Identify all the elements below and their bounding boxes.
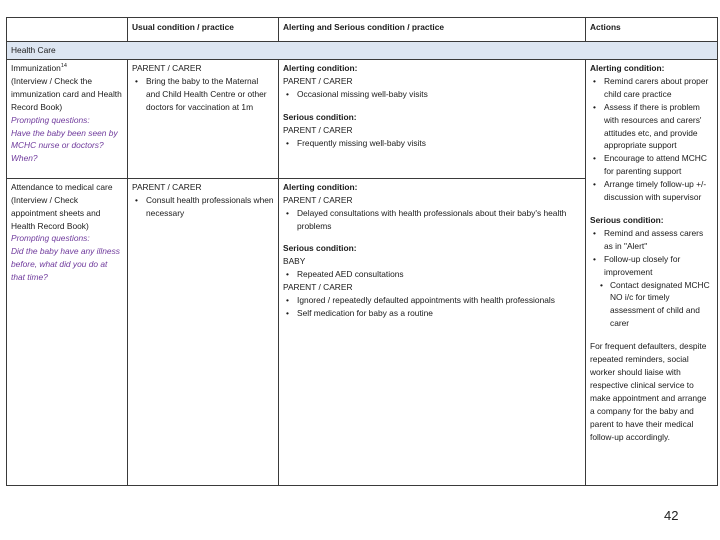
list-item: • Bring the baby to the Maternal and Child Health Centre or other doctors for vaccination at 1m: [132, 75, 274, 114]
alert-cell-attendance: [279, 178, 586, 485]
prompt-text: Did the baby have any illness before, what did you do at that time?: [11, 246, 120, 283]
alert-subject: PARENT / CARER: [283, 75, 353, 86]
actions-serious-list: [590, 227, 713, 279]
usual-cell-attendance: [128, 178, 279, 485]
table-row-immunization: [7, 60, 718, 179]
list-item: • Self medication for baby as a routine: [283, 307, 581, 320]
serious-subject-carer: PARENT / CARER: [283, 282, 353, 293]
prompt-text: Have the baby been seen by MCHC nurse or doctors? When?: [11, 127, 118, 164]
prompt-label: Prompting questions:: [11, 114, 90, 125]
item-title: Attendance to medical care: [11, 181, 113, 192]
serious-subject: PARENT / CARER: [283, 124, 353, 135]
list-item: • Encourage to attend MCHC for parenting support: [590, 152, 713, 178]
alert-heading: Alerting condition:: [283, 63, 358, 74]
list-item: • Frequently missing well-baby visits: [283, 137, 581, 150]
section-row: [7, 42, 718, 60]
footnote-marker: 14: [60, 63, 67, 70]
usual-subject: PARENT / CARER: [132, 181, 202, 192]
usual-subject: PARENT / CARER: [132, 63, 202, 74]
alert-cell-immunization: [279, 60, 586, 179]
section-title: Health Care: [7, 42, 718, 60]
frequent-defaulters-note: For frequent defaulters, despite repeated reminders, social worker should liaise with respective clinical service to make appointment and arrange a company for the baby and parent to have their medical follow-up accordingly.: [590, 341, 707, 442]
list-item: • Occasional missing well-baby visits: [283, 88, 581, 101]
usual-cell-immunization: [128, 60, 279, 179]
header-alerting-serious: Alerting and Serious condition / practice: [279, 18, 586, 42]
item-title: Immunization$^{14}$: [11, 63, 67, 74]
actions-serious-sublist: [590, 279, 713, 331]
header-usual: Usual condition / practice: [128, 18, 279, 42]
prompt-label: Prompting questions:: [11, 233, 90, 244]
actions-serious-heading: Serious condition:: [590, 215, 664, 225]
guideline-table: [6, 17, 718, 486]
list-item: • Remind carers about proper child care practice: [590, 75, 713, 101]
header-row: [7, 18, 718, 42]
page-number: 42: [664, 508, 679, 523]
item-detail: (Interview / Check the immunization card and Health Record Book): [11, 75, 122, 112]
alert-list: [283, 88, 581, 101]
list-item: • Remind and assess carers as in "Alert": [590, 227, 713, 253]
header-actions: Actions: [586, 18, 718, 42]
serious-list-baby: [283, 268, 581, 281]
header-blank: [7, 18, 128, 42]
alert-subject: PARENT / CARER: [283, 194, 353, 205]
serious-heading: Serious condition:: [283, 111, 357, 122]
item-cell-attendance: [7, 178, 128, 485]
list-item: • Delayed consultations with health professionals about their baby's health problems: [283, 207, 581, 233]
list-item: • Repeated AED consultations: [283, 268, 581, 281]
serious-list-carer: [283, 294, 581, 320]
serious-heading: Serious condition:: [283, 243, 357, 254]
alert-list: [283, 207, 581, 233]
list-item: • Arrange timely follow-up +/- discussion with supervisor: [590, 178, 713, 204]
item-cell-immunization: [7, 60, 128, 179]
list-item: • Contact designated MCHC NO i/c for timely assessment of child and carer: [590, 279, 713, 331]
actions-alert-list: [590, 75, 713, 204]
list-item: • Consult health professionals when necessary: [132, 194, 274, 220]
serious-subject-baby: BABY: [283, 256, 306, 267]
alert-heading: Alerting condition:: [283, 181, 358, 192]
serious-list: [283, 137, 581, 150]
usual-list: [132, 75, 274, 114]
actions-alert-heading: Alerting condition:: [590, 63, 665, 74]
list-item: • Follow-up closely for improvement: [590, 253, 713, 279]
item-detail: (Interview / Check appointment sheets and Health Record Book): [11, 194, 101, 231]
list-item: • Ignored / repeatedly defaulted appointments with health professionals: [283, 294, 581, 307]
list-item: • Assess if there is problem with resources and carers' attitudes etc, and provide appropriate support: [590, 101, 713, 153]
actions-cell: [586, 60, 718, 486]
usual-list: [132, 194, 274, 220]
